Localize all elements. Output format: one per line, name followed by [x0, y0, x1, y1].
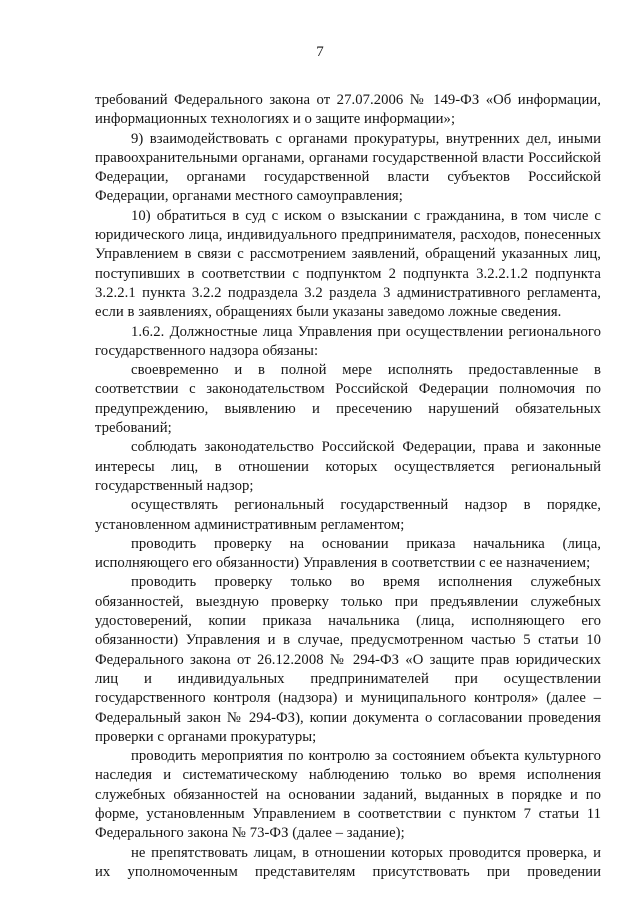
paragraph: 1.6.2. Должностные лица Управления при осуществлении регионального государственного надзора обязаны:	[95, 323, 601, 359]
paragraph: осуществлять региональный государственный надзор в порядке, установленном административным регламентом;	[95, 497, 601, 533]
page-number: 7	[316, 44, 324, 60]
paragraph: проводить мероприятия по контролю за состоянием объекта культурного наследия и систематическому наблюдению только во время исполнения служебных обязанностей на основании заданий, выданных в порядке и по форме, установленным Управлением в соответствии с пунктом 7 статьи 11 Федерального закона № 73-ФЗ (далее – задание);	[95, 748, 601, 842]
paragraph: проводить проверку только во время исполнения служебных обязанностей, выездную проверку только при предъявлении служебных удостоверений, копии приказа начальника (лица, исполняющего его обязанности) Управления и в случае, предусмотренном частью 5 статьи 10 Федерального закона от 26.12.2008 № 294-ФЗ «О защите прав юридических лиц и индивидуальных предпринимателей при осуществлении государственного контроля (надзора) и муниципального контроля» (далее – Федеральный закон № 294-ФЗ), копии документа о согласовании проведения проверки с органами прокуратуры;	[95, 574, 601, 745]
paragraph: проводить проверку на основании приказа начальника (лица, исполняющего его обязанности) Управления в соответствии с ее назначением;	[95, 535, 601, 572]
paragraph: 9) взаимодействовать с органами прокуратуры, внутренних дел, иными правоохранительными органами, органами государственной власти Российской Федерации, органами государственной власти субъектов Российской Федерации, органами местного самоуправления;	[95, 130, 601, 205]
paragraph: соблюдать законодательство Российской Федерации, права и законные интересы лиц, в отношении которых осуществляется региональный государственный надзор;	[95, 439, 601, 494]
paragraph: не препятствовать лицам, в отношении которых проводится проверка, и их уполномоченным представителям присутствовать при проведении	[95, 844, 601, 880]
paragraph: своевременно и в полной мере исполнять предоставленные в соответствии с законодательством Российской Федерации полномочия по предупреждению, выявлению и пресечению нарушений обязательных требований;	[95, 362, 601, 437]
paragraph: требований Федерального закона от 27.07.2006 № 149-ФЗ «Об информации, информационных технологиях и о защите информации»;	[95, 92, 601, 128]
body-text	[95, 91, 601, 882]
paragraph: 10) обратиться в суд с иском о взыскании с гражданина, в том числе с юридического лица, индивидуального предпринимателя, расходов, понесенных Управлением в связи с рассмотрением заявлений, обращений указанных лиц, поступивших в соответствии с подпунктом 2 подпункта 3.2.2.1.2 подпункта 3.2.2.1 пункта 3.2.2 подраздела 3.2 раздела 3 административного регламента, если в заявлениях, обращениях были указаны заведомо ложные сведения.	[95, 207, 601, 321]
